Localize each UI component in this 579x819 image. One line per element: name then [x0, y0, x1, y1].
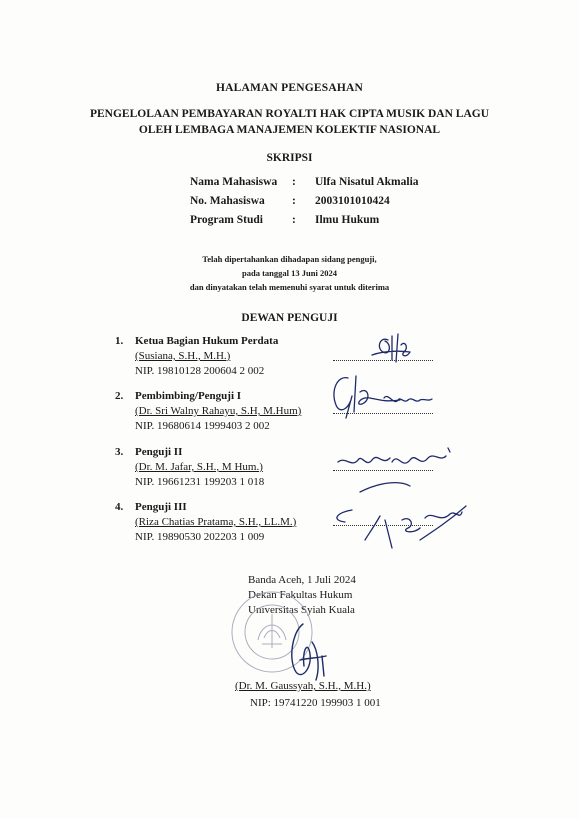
member-name: (Susiana, S.H., M.H.)	[135, 350, 231, 362]
defense-line-3: dan dinyatakan telah memenuhi syarat untuk diterima	[189, 282, 390, 292]
thesis-title-line-2: OLEH LEMBAGA MANAJEMEN KOLEKTIF NASIONAL	[138, 124, 441, 136]
member-nip: NIP. 19680614 1999403 2 002	[135, 420, 270, 432]
member-nip: NIP. 19661231 199203 1 018	[135, 476, 265, 488]
document-type: SKRIPSI	[266, 152, 313, 164]
student-number-value: 2003101010424	[315, 195, 390, 207]
member-role: Ketua Bagian Hukum Perdata	[135, 335, 279, 347]
signature-line	[333, 525, 433, 526]
member-role: Penguji III	[135, 501, 187, 513]
defense-line-2: pada tanggal 13 Juni 2024	[242, 268, 337, 278]
student-name-label: Nama Mahasiswa	[190, 176, 278, 188]
dean-name: (Dr. M. Gaussyah, S.H., M.H.)	[235, 680, 371, 692]
separator: :	[292, 176, 296, 188]
separator: :	[292, 214, 296, 226]
dean-nip: NIP: 19741220 199903 1 001	[250, 697, 381, 709]
student-number-label: No. Mahasiswa	[190, 195, 265, 207]
study-program-label: Program Studi	[190, 214, 263, 226]
member-role: Pembimbing/Penguji I	[135, 390, 242, 402]
place-date: Banda Aceh, 1 Juli 2024	[248, 574, 356, 586]
member-name: (Riza Chatias Pratama, S.H., LL.M.)	[135, 516, 297, 528]
signature-line	[333, 470, 433, 471]
signature-2	[334, 376, 432, 418]
thesis-title-line-1: PENGELOLAAN PEMBAYARAN ROYALTI HAK CIPTA MUSIK DAN LAGU	[89, 108, 490, 120]
signature-line	[333, 360, 433, 361]
defense-line-1: Telah dipertahankan dihadapan sidang penguji,	[202, 254, 377, 264]
member-nip: NIP. 19810128 200604 2 002	[135, 365, 265, 377]
study-program-value: Ilmu Hukum	[315, 214, 380, 226]
member-name: (Dr. M. Jafar, S.H., M Hum.)	[135, 461, 263, 473]
member-number: 1.	[115, 335, 124, 347]
member-number: 3.	[115, 446, 124, 458]
student-name-value: Ulfa Nisatul Akmalia	[315, 176, 419, 188]
member-name: (Dr. Sri Walny Rahayu, S.H, M.Hum)	[135, 405, 302, 417]
dean-position: Dekan Fakultas Hukum	[248, 589, 353, 601]
signature-line	[333, 413, 433, 414]
member-number: 2.	[115, 390, 124, 402]
page-heading: HALAMAN PENGESAHAN	[215, 82, 364, 94]
signature-4	[337, 483, 466, 548]
signature-1	[372, 334, 410, 362]
separator: :	[292, 195, 296, 207]
member-role: Penguji II	[135, 446, 183, 458]
university-name: Universitas Syiah Kuala	[248, 604, 355, 616]
member-number: 4.	[115, 501, 124, 513]
signature-3	[338, 448, 450, 463]
board-heading: DEWAN PENGUJI	[241, 312, 338, 324]
member-nip: NIP. 19890530 202203 1 009	[135, 531, 265, 543]
